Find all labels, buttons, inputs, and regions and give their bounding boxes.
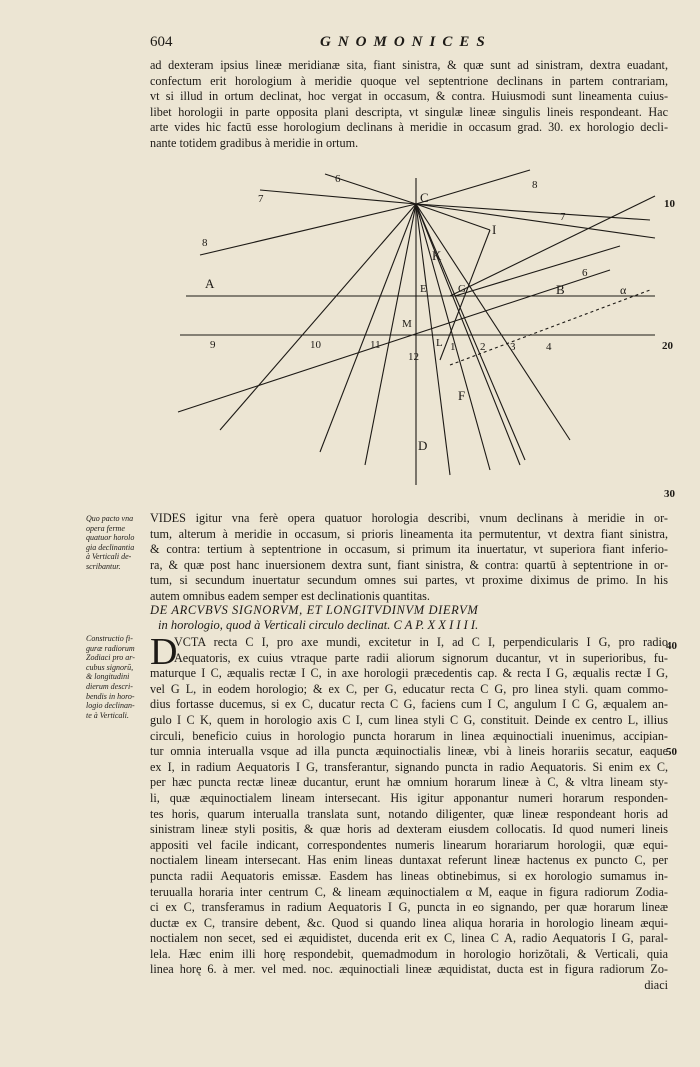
margin-note-line: Quo pacto vna	[86, 514, 134, 523]
text-line: linea horę 6. à mer. vel med. noc. æquinoctiali lineæ æquidistat, ducta est in figura radiorum Zo-	[150, 962, 668, 977]
text-line: tur omnia interualla vsque ad illa puncta æquinoctialis lineæ, vbi à lineis horariis secatur, eaque	[150, 744, 668, 759]
label-k: K	[432, 248, 442, 263]
margin-note-line: scribantur.	[86, 561, 121, 571]
line-number-50: 50	[666, 746, 677, 758]
hour-label: 12	[408, 351, 419, 363]
chapter-title-line1: DE ARCVBVS SIGNORVM, ET LONGITVDINVM DIERVM	[150, 603, 479, 617]
hour-line	[416, 204, 655, 238]
text-line: autem omnibus eadem semper est declinationis quantitas.	[150, 588, 430, 603]
margin-note-line: opera ferme	[86, 523, 125, 533]
label-alpha: α	[620, 283, 627, 297]
hour-line	[416, 204, 490, 470]
hour-label: 10	[310, 339, 321, 351]
text-line: Aequatoris, ex cuius vtraque parte radii aliorum signorum ducantur, vt in superioribus, fu-	[174, 650, 668, 665]
hour-label: 2	[480, 341, 486, 353]
text-line: VCTA recta C I, pro axe mundi, excitetur in I, ad C I, perpendicularis I G, pro radio	[174, 635, 668, 649]
sundial-figure	[150, 160, 660, 490]
hour-line	[200, 204, 416, 255]
margin-note-line: cubus signorū,	[86, 662, 134, 672]
margin-note-line: quatuor horolo	[86, 533, 135, 543]
text-line: nante totidem gradibus à meridie in ortum.	[150, 135, 359, 150]
label-l: L	[436, 337, 443, 349]
text-line: libet horologii in parte opposita plani descripta, vt singulæ lineæ singulis lineis respondeant. Hac	[150, 104, 668, 119]
text-line: ci ex C, transferamus in radium Aequatoris I G, puncta in eo signando, per quæ horarum lineæ	[150, 900, 668, 915]
page-header	[150, 34, 670, 54]
text-line: tes horis, quarum interualla translata sunt, notando diligenter, quæ lineæ respondeant horis ad	[150, 806, 668, 821]
margin-note-line: bendis in horo-	[86, 691, 135, 701]
line-number-10: 10	[664, 198, 675, 210]
hour-label: 8	[202, 237, 208, 249]
margin-note-line: à Verticali de-	[86, 552, 132, 562]
text-line: ductæ ex C, transire debent, &c. Quod si quando linea aliqua horaria in horologio lineam æqui-	[150, 915, 668, 930]
text-line: lela. Hæc enim illi horę respondebit, quemadmodum in horologio horizõtali, & Verticali, quia	[150, 946, 668, 961]
margin-note-1	[86, 514, 148, 572]
text-line: ad dexteram ipsius lineæ meridianæ sita, fiant sinistra, & quæ sunt ad sinistram, dextra euadant,	[150, 58, 668, 72]
hour-line	[416, 204, 570, 440]
text-line: vt si illud in ortum declinat, hoc vergat in occasum, & contra. Huiusmodi sunt lineamenta cuius-	[150, 89, 668, 104]
hour-label: 4	[546, 341, 552, 353]
label-b: B	[556, 282, 565, 297]
zodiac-line	[450, 196, 655, 296]
hour-label: 9	[210, 339, 216, 351]
text-line: puncta radii Aequatoris emissæ. Easdem has lineas obtinebimus, si ex horologio sumamus in-	[150, 868, 668, 883]
label-f: F	[458, 388, 466, 403]
hour-label: 6	[335, 173, 341, 185]
text-line: dius fortasse ducemus, si ex C, ducatur recta C G, faciens cum I C, angulum I C G, æqualem an-	[150, 697, 668, 712]
line-number-20: 20	[662, 340, 673, 352]
text-line: maturque I C, æqualis rectæ I C, in axe horologii præcedentis cap. & recta I G, æqualis rectæ I G,	[150, 666, 668, 681]
text-line: teruualla horaria inter centrum C, & lineam æquinoctialem α M, eaque in figura radiorum Zodia-	[150, 884, 668, 899]
chapter-paragraph	[150, 631, 668, 994]
chapter-title	[150, 603, 668, 633]
line-number-40: 40	[666, 640, 677, 652]
label-g: G	[458, 283, 466, 295]
page-number: 604	[150, 34, 173, 50]
drop-cap: D	[150, 631, 178, 673]
margin-note-line: Zodiaci pro ar-	[86, 653, 135, 663]
line-number-30: 30	[664, 488, 675, 500]
margin-note-line: te à Verticali.	[86, 710, 129, 720]
margin-note-line: gia declinantia	[86, 542, 135, 552]
text-line: confectum erit horologium à meridie quoque vel septentrione declinans in partem contrariam,	[150, 73, 668, 88]
margin-note-2	[86, 634, 148, 720]
hour-line	[220, 204, 416, 430]
text-line: arte vides hic factū esse horologium declinans à meridie in occasum grad. 30. ex horologio decli-	[150, 120, 668, 135]
hour-label: 11	[370, 339, 381, 351]
text-line: ra, & quæ post hanc inuersionem dextra sunt, fiant sinistra, & contra: quartū à septentrione in or-	[150, 557, 668, 572]
paragraph-after-figure	[150, 511, 668, 605]
text-line: VIDES igitur vna ferè opera quatuor horologia describi, vnum declinans à meridie in or-	[150, 511, 668, 525]
label-c: C	[420, 190, 429, 205]
margin-note-line: logio declinan-	[86, 701, 135, 711]
text-line: per hæc puncta rectæ lineæ ducantur, erunt hæ omnium horarum lineæ à C, & vltra lineam sty-	[150, 775, 668, 790]
text-line: sinistram lineæ styli positis, & quæ horis ad dexteram eiusdem collocatis. Id quod numeri lineis	[150, 822, 668, 837]
text-line: appositi vel facile indicant, correspondentes numeris linearum horariarum horologii, quæ equi-	[150, 837, 668, 852]
paragraph-before-figure	[150, 58, 668, 152]
label-m: M	[402, 318, 412, 330]
hour-label: 7	[258, 193, 264, 205]
text-line: noctialem non secet, sed ei æquidistet, ducenda erit ex C, linea C A, radio Aequatoris I G, paral-	[150, 931, 668, 946]
label-d: D	[418, 438, 428, 453]
label-a: A	[205, 276, 215, 291]
margin-note-line: guræ radiorum	[86, 643, 135, 653]
margin-note-line: Constructio fi-	[86, 634, 133, 643]
hour-label: 8	[532, 179, 538, 191]
text-line: tum, alterum à meridie in occasum, si prioris lineamenta ita permutentur, vt dextra fiant sinistra,	[150, 526, 668, 541]
label-i: I	[492, 222, 497, 237]
text-line: noctialem lineam intersecant. Has enim lineas duntaxat referunt lineæ hactenus ex puncto C, per	[150, 853, 668, 868]
text-line: & contra: tertium à septentrione in occasum, si primum ita inuertatur, vt superiora fiant inferio-	[150, 542, 668, 557]
hour-label: 3	[510, 341, 516, 353]
margin-note-line: & longitudini	[86, 672, 130, 682]
text-line: vel G L, in eodem horologio; & ex C, per G, educatur recta C G, pro linea styli. quam commo-	[150, 681, 668, 696]
running-head: GNOMONICES	[320, 34, 492, 50]
text-line: circuli, beneficio cuius in horologio puncta horarum in linea æquinoctiali inuenimus, accipian-	[150, 728, 668, 743]
hour-line	[260, 190, 416, 204]
text-line: tum, si secundum inuertatur secundum omnes sui partes, vt proxime diximus de primo. In his	[150, 573, 668, 588]
label-e: E	[420, 283, 427, 295]
catchword: diaci	[644, 978, 668, 993]
text-line: gulo I C K, quem in horologio axis C I, cum linea styli C G, constituit. Deinde ex centro L, illius	[150, 712, 668, 727]
hour-label: 6	[582, 267, 588, 279]
hour-line	[416, 204, 650, 220]
hour-line	[416, 170, 530, 204]
hour-label: 7	[560, 211, 566, 223]
margin-note-line: dierum descri-	[86, 681, 133, 691]
text-line: li, quæ æquinoctialem lineam intersecant. His igitur apponantur numeri horarum responden-	[150, 790, 668, 805]
text-line: ex I, in radium Aequatoris I G, transferantur, signando puncta in radio Aequatoris. Si enim ex C,	[150, 759, 668, 774]
chapter-title-line2: in horologio, quod à Verticali circulo declinat. C A P. X X I I I I.	[158, 618, 479, 632]
hour-label: 1	[450, 341, 456, 353]
